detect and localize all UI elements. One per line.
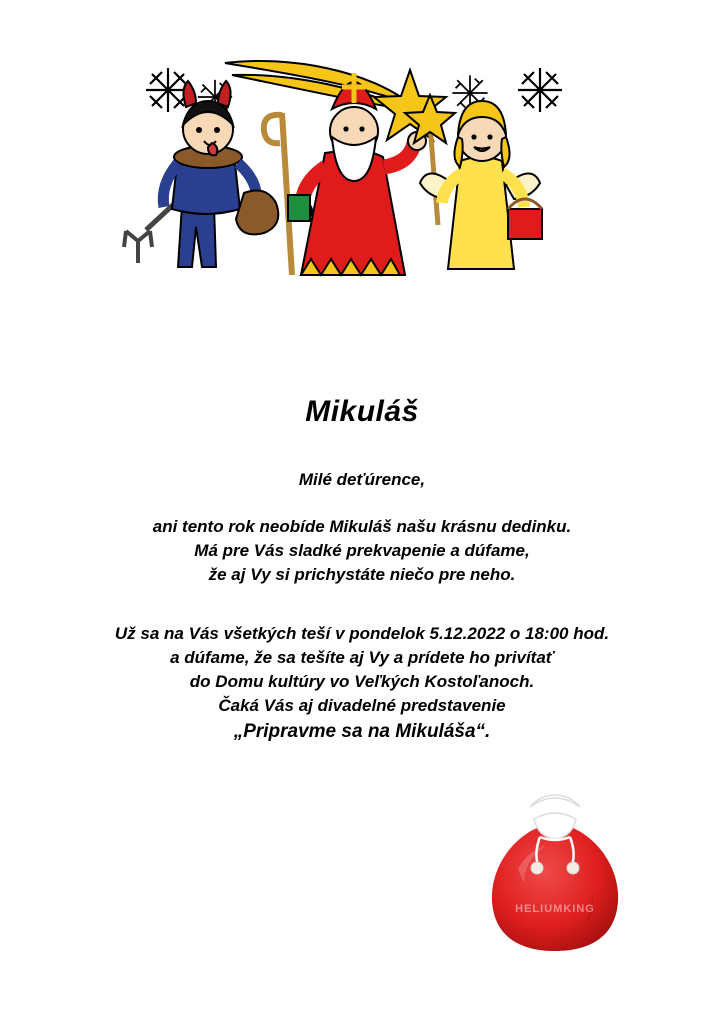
red-gift-sack-illustration (470, 785, 640, 960)
paragraph-one-line-1: ani tento rok neobíde Mikuláš našu krásnu dedinku. (152, 517, 572, 536)
paragraph-two-line-2: a dúfame, že sa tešíte aj Vy a prídete ho privítať (170, 648, 554, 667)
greeting-text: Milé deťúrence, (298, 470, 426, 489)
paragraph-two (0, 622, 724, 744)
sack-watermark: HELIUMKING (515, 903, 595, 915)
cord-bead (531, 862, 543, 874)
mikulas-devil-angel-illustration (120, 45, 600, 295)
paragraph-one-line-3: že aj Vy si prichystáte niečo pre neho. (208, 565, 516, 584)
performance-title: „Pripravme sa na Mikuláša“. (233, 721, 491, 742)
paragraph-two-line-1: Už sa na Vás všetkých teší v pondelok 5.12.2022 o 18:00 hod. (114, 624, 610, 643)
paragraph-two-line-4: Čaká Vás aj divadelné predstavenie (218, 696, 506, 715)
paragraph-one-line-2: Má pre Vás sladké prekvapenie a dúfame, (194, 541, 530, 560)
paragraph-one (0, 515, 724, 587)
cord-bead (567, 862, 579, 874)
angel-figure (405, 95, 542, 269)
paragraph-two-line-3: do Domu kultúry vo Veľkých Kostoľanoch. (189, 672, 535, 691)
page-title: Mikuláš (305, 395, 419, 428)
devil-figure (124, 81, 278, 267)
sack-body (492, 823, 618, 951)
